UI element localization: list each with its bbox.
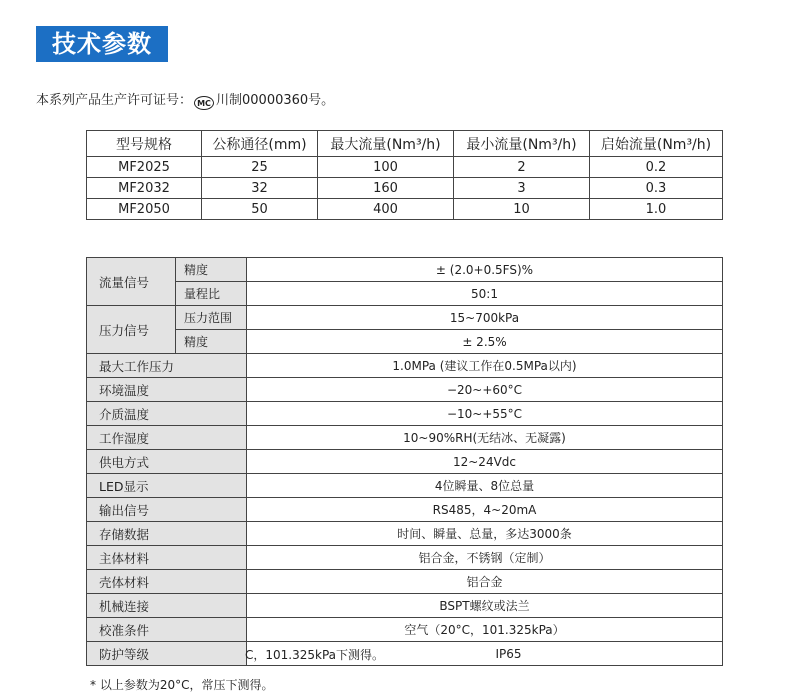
table-row [87,570,723,594]
cell-model: MF2025 [87,157,202,178]
cell-max-flow: 160 [318,178,454,199]
row-label-body-material: 主体材料 [87,546,247,570]
technical-spec-table [86,257,723,666]
value-max-working-pressure: 1.0MPa (建议工作在0.5MPa以内) [247,354,723,378]
header-start-flow: 启始流量(Nm³/h) [590,131,723,157]
value-working-humidity: 10~90%RH(无结冰、无凝露) [247,426,723,450]
header-min-flow: 最小流量(Nm³/h) [454,131,590,157]
license-prefix: 本系列产品生产许可证号： [36,93,193,108]
header-model: 型号规格 [87,131,202,157]
model-spec-table [86,130,723,220]
row-label-mechanical-connection: 机械连接 [87,594,247,618]
license-number: 川制00000360号。 [216,93,335,108]
header-max-flow: 最大流量(Nm³/h) [318,131,454,157]
value-body-material: 铝合金，不锈钢（定制） [247,546,723,570]
value-mechanical-connection: BSPT螺纹或法兰 [247,594,723,618]
row-label-power-supply: 供电方式 [87,450,247,474]
sub-label-pressure-precision: 精度 [176,330,247,354]
row-label-calibration-conditions: 校准条件 [87,618,247,642]
value-data-storage: 时间、瞬量、总量，多达3000条 [247,522,723,546]
table-row [87,522,723,546]
cell-min-flow: 10 [454,199,590,220]
sub-label-pressure-range: 压力范围 [176,306,247,330]
cell-model: MF2032 [87,178,202,199]
value-calibration-conditions: 空气（20°C，101.325kPa） [247,618,723,642]
cell-diameter: 50 [202,199,318,220]
section-title: 技术参数 [36,26,168,62]
table-row [87,402,723,426]
row-label-protection-rating: 防护等级 [87,642,247,666]
table-row [87,199,723,220]
row-label-data-storage: 存储数据 [87,522,247,546]
sub-label-range-ratio: 量程比 [176,282,247,306]
row-label-max-working-pressure: 最大工作压力 [87,354,247,378]
table-row [87,426,723,450]
row-label-working-humidity: 工作湿度 [87,426,247,450]
table-row [87,546,723,570]
value-ambient-temperature: −20~+60°C [247,378,723,402]
cell-max-flow: 100 [318,157,454,178]
value-output-signal: RS485，4~20mA [247,498,723,522]
cell-start-flow: 0.3 [590,178,723,199]
table-row [87,498,723,522]
table-row [87,157,723,178]
footnote: * 以上参数为20°C，常压下测得。 [90,678,274,692]
row-label-flow-signal: 流量信号 [87,258,176,306]
overlapping-note-fragment: C，101.325kPa下测得。 [245,648,385,662]
value-power-supply: 12~24Vdc [247,450,723,474]
mc-certification-icon: MC [194,96,214,110]
value-led-display: 4位瞬量、8位总量 [247,474,723,498]
table-row [87,450,723,474]
table-row [87,178,723,199]
row-label-output-signal: 输出信号 [87,498,247,522]
row-label-led-display: LED显示 [87,474,247,498]
cell-max-flow: 400 [318,199,454,220]
cell-min-flow: 2 [454,157,590,178]
cell-model: MF2050 [87,199,202,220]
cell-diameter: 25 [202,157,318,178]
table-header-row [87,131,723,157]
value-range-ratio: 50:1 [247,282,723,306]
row-label-pressure-signal: 压力信号 [87,306,176,354]
row-label-housing-material: 壳体材料 [87,570,247,594]
protection-cell [247,642,723,666]
table-row [87,378,723,402]
value-flow-precision: ± (2.0+0.5FS)% [247,258,723,282]
value-protection-rating: IP65 [495,646,522,661]
value-housing-material: 铝合金 [247,570,723,594]
cell-start-flow: 1.0 [590,199,723,220]
cell-diameter: 32 [202,178,318,199]
license-line [36,92,334,110]
table-row [87,258,723,282]
row-label-ambient-temperature: 环境温度 [87,378,247,402]
value-pressure-precision: ± 2.5% [247,330,723,354]
table-row [87,354,723,378]
table-row [87,330,723,354]
table-row [87,282,723,306]
table-row [87,594,723,618]
cell-min-flow: 3 [454,178,590,199]
cell-start-flow: 0.2 [590,157,723,178]
table-row [87,474,723,498]
table-row [87,306,723,330]
table-row [87,642,723,666]
row-label-medium-temperature: 介质温度 [87,402,247,426]
value-medium-temperature: −10~+55°C [247,402,723,426]
sub-label-flow-precision: 精度 [176,258,247,282]
header-nominal-diameter: 公称通径(mm) [202,131,318,157]
value-pressure-range: 15~700kPa [247,306,723,330]
table-row [87,618,723,642]
